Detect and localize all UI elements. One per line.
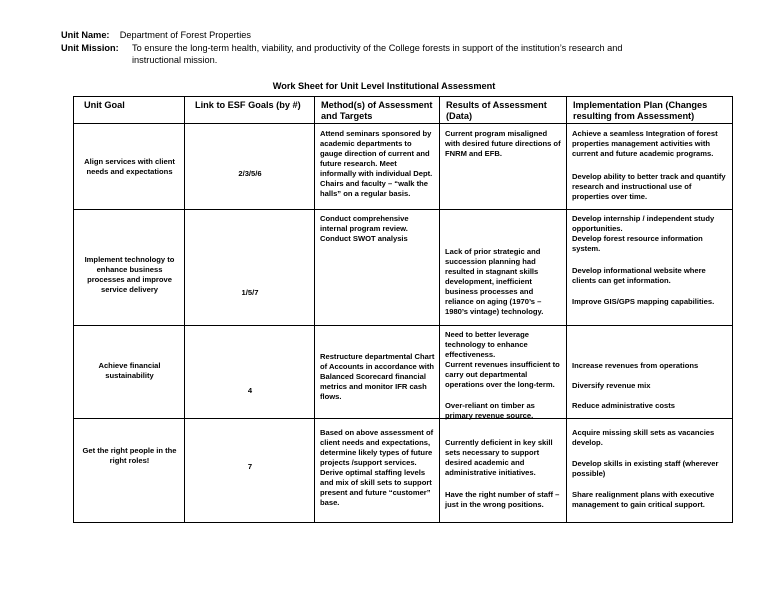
- results-text-1: Need to better leverage technology to enhance effectiveness.: [445, 330, 529, 359]
- method-text-1: Conduct comprehensive internal program review.: [320, 214, 409, 233]
- cell-link: [185, 124, 315, 210]
- cell-method: [315, 326, 440, 419]
- col-header-results: Results of Assessment (Data): [440, 97, 567, 124]
- col-header-link-esf: Link to ESF Goals (by #): [185, 97, 315, 124]
- plan-text-3: Reduce administrative costs: [572, 401, 675, 410]
- link-text: 2/3/5/6: [238, 169, 262, 178]
- table-row: [74, 326, 733, 419]
- cell-goal: [74, 210, 185, 326]
- cell-plan: [567, 210, 733, 326]
- plan-text-2: Develop skills in existing staff (wherever possible): [572, 459, 719, 478]
- assessment-table: [73, 96, 733, 523]
- cell-results: [440, 124, 567, 210]
- results-text: Lack of prior strategic and succession planning had resulted in stagnant skills development, inefficient business processes and reliance on aging (1970’s – 1980’s vintage) technology.: [445, 247, 544, 316]
- unit-mission-text-2: instructional mission.: [132, 55, 218, 65]
- unit-name-value: Department of Forest Properties: [119, 30, 251, 40]
- plan-text-2: Diversify revenue mix: [572, 381, 651, 390]
- table-row: [74, 124, 733, 210]
- plan-text-3: Develop informational website where clients can get information.: [572, 266, 706, 285]
- col-header-method: Method(s) of Assessment and Targets: [315, 97, 440, 124]
- results-text-1: Currently deficient in key skill sets necessary to support desired academic and administrative initiatives.: [445, 438, 553, 477]
- goal-text: Get the right people in the right roles!: [82, 446, 177, 465]
- plan-text-1: Achieve a seamless Integration of forest properties management activities with current and future academic programs.: [572, 129, 718, 158]
- cell-results: [440, 210, 567, 326]
- results-text-2: Have the right number of staff – just in the wrong positions.: [445, 490, 560, 509]
- cell-method: [315, 124, 440, 210]
- goal-text: Achieve financial sustainability: [98, 361, 161, 380]
- unit-mission-label: Unit Mission:: [61, 43, 119, 53]
- plan-text-2: Develop forest resource information system.: [572, 234, 703, 253]
- cell-plan: [567, 419, 733, 523]
- method-text: Based on above assessment of client needs and expectations, determine likely types of future projects /support services. Derive optimal staffing levels and mix of skill sets to support present and future “customer” base.: [320, 428, 434, 507]
- cell-goal: [74, 326, 185, 419]
- cell-method: [315, 210, 440, 326]
- plan-text-1: Acquire missing skill sets as vacancies develop.: [572, 428, 715, 447]
- unit-mission-text-1: To ensure the long-term health, viability, and productivity of the College forests in support of the institution’s research and: [132, 43, 623, 53]
- table-header-row: [74, 97, 733, 124]
- cell-link: [185, 419, 315, 523]
- cell-plan: [567, 124, 733, 210]
- col-header-plan: Implementation Plan (Changes resulting from Assessment): [567, 97, 733, 124]
- unit-mission-line: [61, 42, 711, 66]
- goal-text: Implement technology to enhance business processes and improve service delivery: [84, 255, 175, 294]
- col-header-unit-goal: Unit Goal: [74, 97, 185, 124]
- plan-text-1: Develop internship / independent study opportunities.: [572, 214, 715, 233]
- unit-name-label: Unit Name:: [61, 30, 110, 40]
- plan-text-2: Develop ability to better track and quantify research and instructional use of properties over time.: [572, 172, 726, 201]
- link-text: 4: [247, 386, 253, 395]
- cell-method: [315, 419, 440, 523]
- method-text-2: Conduct SWOT analysis: [320, 234, 408, 243]
- table-row: [74, 210, 733, 326]
- plan-text-1: Increase revenues from operations: [572, 361, 699, 370]
- method-text: Restructure departmental Chart of Accounts in accordance with Balanced Scorecard financial metrics and monitor IFR cash flows.: [320, 352, 435, 401]
- method-text: Attend seminars sponsored by academic departments to gauge direction of current and future research. Meet informally with individual Dept. Chairs and faculty – “walk the halls” on a regular basis.: [320, 129, 433, 198]
- results-text-3: Over-reliant on timber as primary revenue source.: [445, 401, 535, 420]
- worksheet-title: Work Sheet for Unit Level Institutional Assessment: [272, 81, 496, 91]
- plan-text-4: Improve GIS/GPS mapping capabilities.: [572, 297, 715, 306]
- table-row: [74, 419, 733, 523]
- cell-link: [185, 210, 315, 326]
- link-text: 7: [247, 462, 253, 471]
- cell-results: [440, 326, 567, 419]
- goal-text: Align services with client needs and expectations: [84, 157, 175, 176]
- plan-text-3: Share realignment plans with executive management to gain critical support.: [572, 490, 715, 509]
- unit-name-line: [61, 29, 251, 41]
- link-text: 1/5/7: [241, 288, 259, 297]
- cell-goal: [74, 419, 185, 523]
- cell-link: [185, 326, 315, 419]
- results-text-2: Current revenues insufficient to carry out departmental operations over the long-term.: [445, 360, 560, 389]
- results-text: Current program misaligned with desired future directions of FNRM and EFB.: [445, 129, 561, 158]
- cell-results: [440, 419, 567, 523]
- cell-plan: [567, 326, 733, 419]
- cell-goal: [74, 124, 185, 210]
